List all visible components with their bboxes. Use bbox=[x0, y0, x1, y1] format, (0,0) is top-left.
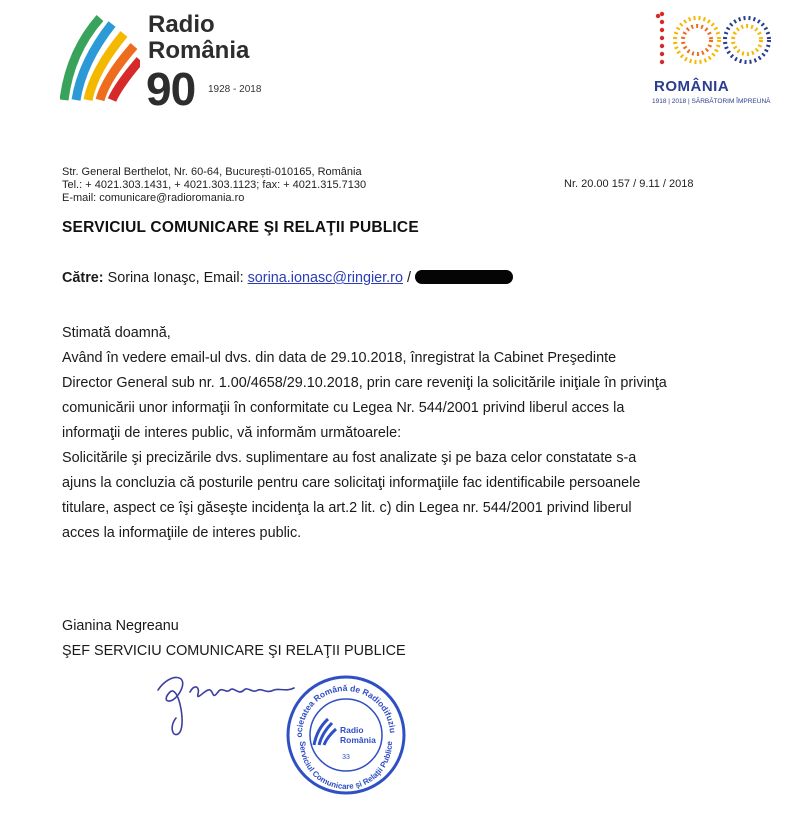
radio-romania-logo bbox=[60, 8, 290, 115]
redaction-bar bbox=[415, 270, 513, 284]
centenar-tagline: 1918 | 2018 | SĂRBĂTORIM ÎMPREUNĂ bbox=[652, 98, 771, 105]
stamp-ring-top: ocietatea Română de Radiodifuziu bbox=[293, 682, 399, 738]
letter-body bbox=[62, 321, 762, 546]
letter-line: titulare, aspect ce îşi găseşte incidenţa la art.2 lit. c) din Legea nr. 544/2001 privind liberul bbox=[62, 500, 632, 516]
recipient-email-link[interactable]: sorina.ionasc@ringier.ro bbox=[247, 270, 403, 286]
signature-block bbox=[62, 614, 406, 664]
radio-romania-wave-icon bbox=[60, 12, 140, 104]
letter-line: Având în vedere email-ul dvs. din data de 29.10.2018, înregistrat la Cabinet Preşedinte bbox=[62, 350, 617, 366]
brand-years: 1928 - 2018 bbox=[208, 84, 262, 95]
stamp-center-line2: România bbox=[340, 735, 376, 745]
signatory-name: Gianina Negreanu bbox=[62, 618, 179, 634]
recipient-separator: / bbox=[402, 270, 411, 286]
document-number: Nr. 20.00 157 / 9.11 / 2018 bbox=[564, 178, 694, 190]
centenar-logo bbox=[640, 10, 780, 110]
department-title: SERVICIUL COMUNICARE ŞI RELAŢII PUBLICE bbox=[62, 219, 419, 236]
stamp-center-line1: Radio bbox=[340, 725, 364, 735]
address-line: Str. General Berthelot, Nr. 60-64, București-010165, România bbox=[62, 166, 362, 178]
address-block bbox=[62, 166, 366, 205]
signatory-role: ŞEF SERVICIU COMUNICARE ŞI RELAŢII PUBLICE bbox=[62, 643, 406, 659]
brand-line2: România bbox=[148, 37, 250, 64]
letter-line: comunicării unor informaţii în conformitate cu Legea Nr. 544/2001 privind liberul acces la bbox=[62, 400, 625, 416]
stamp-radio-wave-icon bbox=[314, 719, 336, 745]
stamp-ring-icon bbox=[284, 673, 408, 797]
official-stamp bbox=[284, 673, 408, 797]
letter-line: Solicitările şi precizările dvs. suplimentare au fost analizate şi pe baza celor constatate s-a bbox=[62, 450, 637, 466]
recipient-label: Către: bbox=[62, 270, 104, 286]
email-line: E-mail: comunicare@radioromania.ro bbox=[62, 192, 245, 204]
brand-number: 90 bbox=[146, 63, 196, 115]
stamp-ring-bottom: Serviciul Comunicare şi Relaţii Publice bbox=[297, 741, 395, 792]
recipient-text: Sorina Ionaşc, Email: bbox=[103, 270, 248, 286]
centenar-100-icon bbox=[650, 10, 778, 76]
salutation: Stimată doamnă, bbox=[62, 325, 171, 341]
phone-line: Tel.: + 4021.303.1431, + 4021.303.1123; fax: + 4021.315.7130 bbox=[62, 179, 367, 191]
brand-line1: Radio bbox=[148, 11, 215, 38]
letter-line: acces la informaţiile de interes public. bbox=[62, 525, 302, 541]
centenar-word: ROMÂNIA bbox=[654, 78, 730, 95]
letter-line: informaţii de interes public, vă informăm următoarele: bbox=[62, 425, 402, 441]
stamp-number: 33 bbox=[342, 754, 350, 761]
recipient-line bbox=[62, 266, 513, 291]
letter-line: ajuns la concluzia că posturile pentru care solicitaţi informaţiile fac identificabile persoanele bbox=[62, 475, 641, 491]
handwritten-signature bbox=[150, 662, 300, 742]
letter-line: Director General sub nr. 1.00/4658/29.10.2018, prin care reveniţi la solicitările iniţiale în privinţa bbox=[62, 375, 667, 391]
